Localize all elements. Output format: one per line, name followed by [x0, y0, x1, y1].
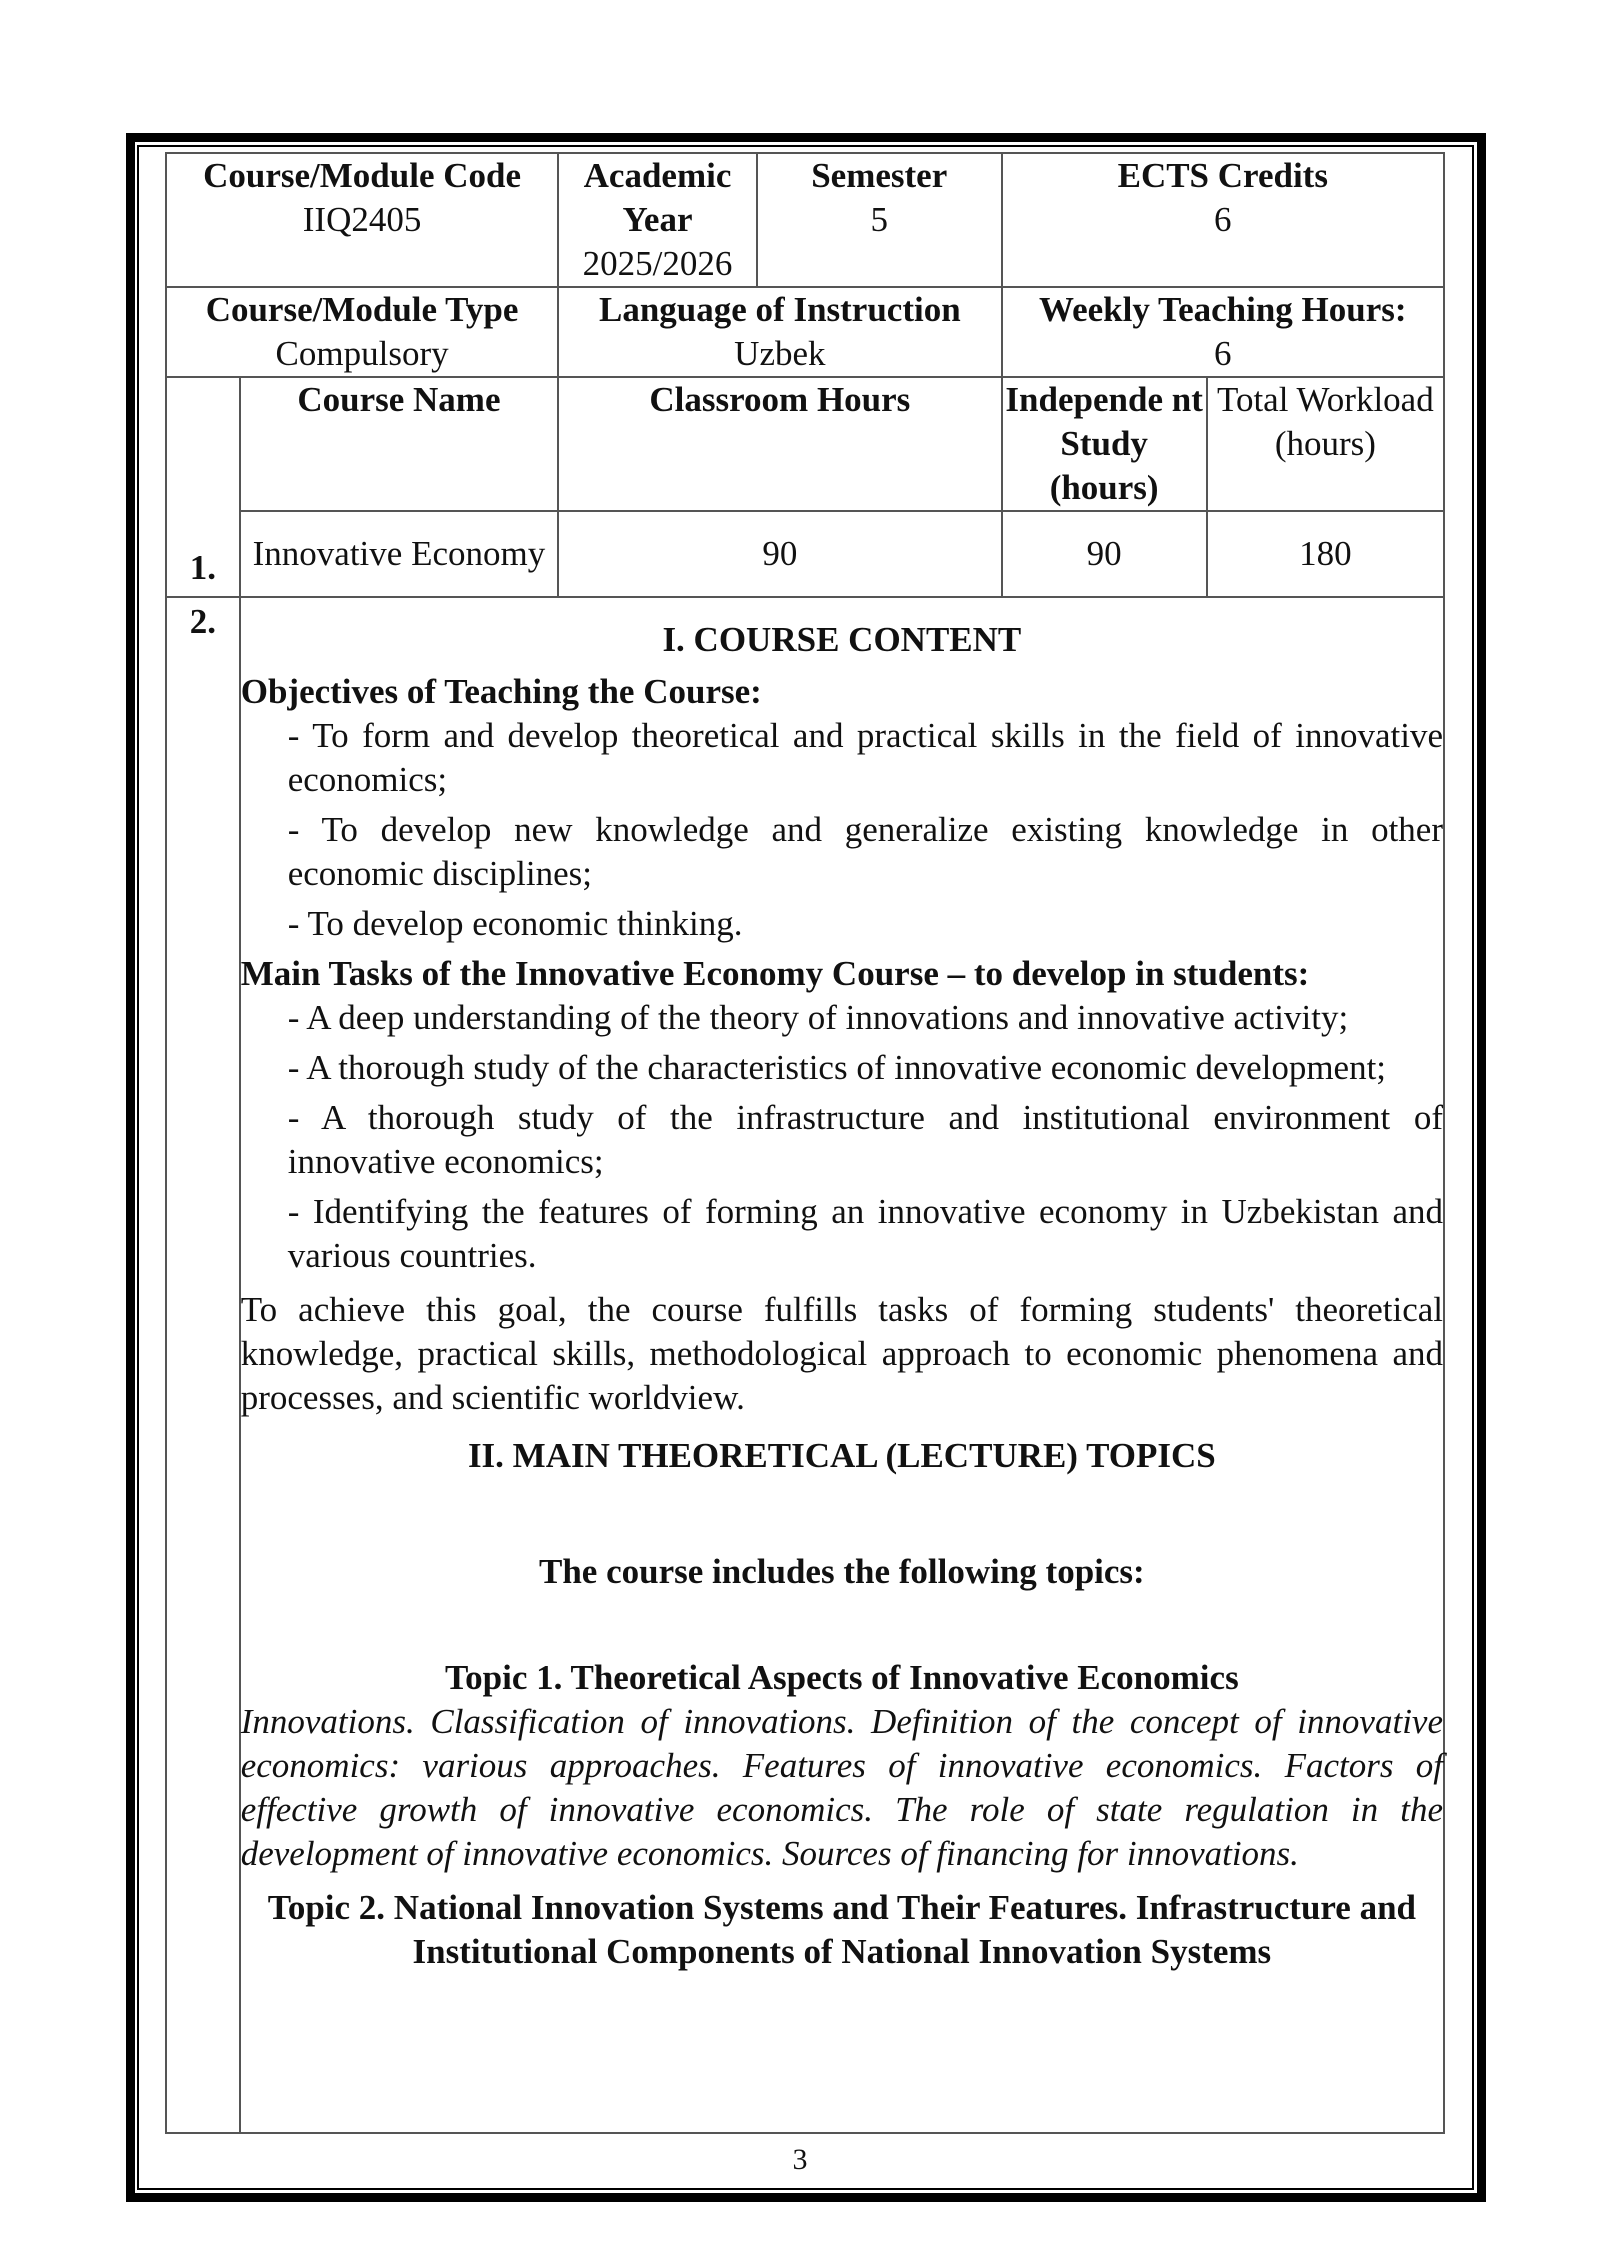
section-title-course-content: I. COURSE CONTENT	[662, 620, 1022, 659]
ects-cell	[1002, 153, 1444, 287]
table-row	[166, 287, 1444, 377]
classroom-hours-value-cell	[558, 511, 1001, 597]
topic-2-title: Topic 2. National Innovation Systems and Their Features. Infrastructure and Institutional Components of National Innovation Systems	[267, 1888, 1417, 1971]
course-content-cell	[240, 597, 1444, 2133]
course-code-label: Course/Module Code	[203, 156, 522, 195]
language-value: Uzbek	[734, 334, 826, 373]
weekly-hours-value: 6	[1214, 334, 1232, 373]
ects-value: 6	[1214, 200, 1232, 239]
academic-year-value: 2025/2026	[582, 244, 733, 283]
classroom-hours-value: 90	[762, 534, 798, 573]
row-number-cell	[166, 597, 240, 2133]
classroom-hours-header	[558, 377, 1001, 511]
topics-intro: The course includes the following topics:	[539, 1552, 1145, 1591]
table-row	[166, 153, 1444, 287]
page-number: 3	[792, 2143, 808, 2176]
academic-year-label: Academic Year	[583, 156, 732, 239]
semester-label: Semester	[811, 156, 948, 195]
independent-study-value-cell	[1002, 511, 1207, 597]
total-workload-header	[1207, 377, 1444, 511]
task-item: - A thorough study of the infrastructure and institutional environment of innovative economics;	[287, 1098, 1443, 1181]
course-code-cell	[166, 153, 558, 287]
total-workload-value-cell	[1207, 511, 1444, 597]
table-row	[166, 377, 1444, 511]
course-name-value: Innovative Economy	[252, 534, 546, 573]
objective-item: - To develop economic thinking.	[287, 904, 743, 943]
table-row	[166, 511, 1444, 597]
semester-cell	[757, 153, 1002, 287]
objective-item: - To form and develop theoretical and practical skills in the field of innovative economics;	[287, 716, 1443, 799]
objectives-heading: Objectives of Teaching the Course:	[240, 672, 762, 711]
course-code-value: IIQ2405	[302, 200, 422, 239]
course-name-header	[240, 377, 558, 511]
weekly-hours-label: Weekly Teaching Hours:	[1039, 290, 1407, 329]
total-workload-label: Total Workload (hours)	[1217, 380, 1434, 463]
tasks-heading: Main Tasks of the Innovative Economy Course – to develop in students:	[240, 954, 1310, 993]
goal-paragraph: To achieve this goal, the course fulfills tasks of forming students' theoretical knowledge, practical skills, methodological approach to economic phenomena and processes, and scientific worldview.	[240, 1290, 1443, 1417]
language-label: Language of Instruction	[598, 290, 961, 329]
task-item: - Identifying the features of forming an innovative economy in Uzbekistan and various countries.	[287, 1192, 1443, 1275]
module-type-cell	[166, 287, 558, 377]
topic-1-description: Innovations. Classification of innovations. Definition of the concept of innovative economics: various approaches. Features of innovative economics. Factors of effective growth of innovative economics. The role of state regulation in the development of innovative economics. Sources of financing for innovations.	[240, 1702, 1443, 1873]
topic-1-title: Topic 1. Theoretical Aspects of Innovative Economics	[445, 1658, 1239, 1697]
row-number-cell	[166, 377, 240, 597]
course-table	[165, 152, 1445, 2134]
objective-item: - To develop new knowledge and generalize existing knowledge in other economic disciplines;	[287, 810, 1443, 893]
task-item: - A thorough study of the characteristics of innovative economic development;	[287, 1048, 1387, 1087]
row-number-2: 2.	[189, 602, 216, 641]
table-row	[166, 597, 1444, 2133]
independent-study-label: Independe nt Study (hours)	[1005, 380, 1203, 507]
course-name-value-cell	[240, 511, 558, 597]
course-name-label: Course Name	[297, 380, 501, 419]
task-item: - A deep understanding of the theory of innovations and innovative activity;	[287, 998, 1349, 1037]
language-cell	[558, 287, 1001, 377]
weekly-hours-cell	[1002, 287, 1444, 377]
independent-study-header	[1002, 377, 1207, 511]
module-type-label: Course/Module Type	[205, 290, 519, 329]
section-title-lecture-topics: II. MAIN THEORETICAL (LECTURE) TOPICS	[467, 1436, 1216, 1475]
classroom-hours-label: Classroom Hours	[649, 380, 911, 419]
academic-year-cell	[558, 153, 757, 287]
module-type-value: Compulsory	[275, 334, 449, 373]
ects-label: ECTS Credits	[1117, 156, 1328, 195]
independent-study-value: 90	[1086, 534, 1122, 573]
row-number-1: 1.	[189, 548, 216, 587]
semester-value: 5	[870, 200, 888, 239]
total-workload-value: 180	[1299, 534, 1352, 573]
